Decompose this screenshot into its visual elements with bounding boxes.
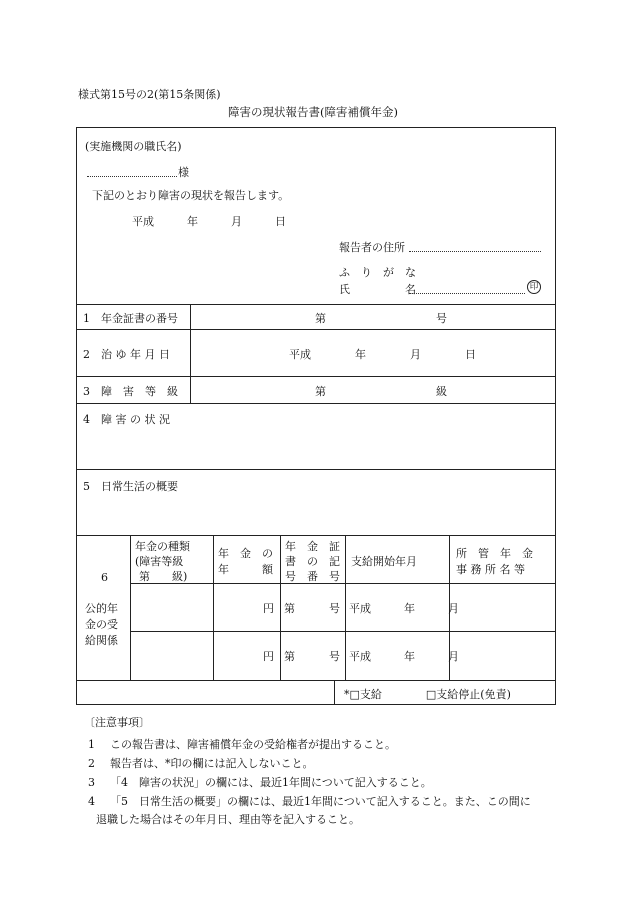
- header-cert-3: 号 番 号: [285, 570, 340, 583]
- reporter-address-line[interactable]: [409, 251, 541, 252]
- header-type-1: 年金の種類: [135, 540, 190, 553]
- pension-section-label-3: 給関係: [85, 634, 118, 647]
- note-item: [88, 736, 396, 752]
- form-title: 障害の現状報告書(障害補償年金): [228, 105, 398, 119]
- report-date[interactable]: 平成 年 月 日: [132, 215, 286, 228]
- pension-row1-dai: 第: [284, 602, 295, 615]
- pension-section-label-1: 公的年: [85, 602, 118, 615]
- seal-mark: 印: [527, 280, 541, 294]
- agency-label: (実施機関の職氏名): [85, 140, 182, 153]
- header-amount-1: 年 金 の: [218, 547, 273, 560]
- note-text: この報告書は、障害補償年金の受給権者が提出すること。: [110, 738, 396, 751]
- statement: 下記のとおり障害の現状を報告します。: [92, 189, 290, 202]
- pension-section-number: 6: [101, 571, 108, 584]
- pension-row2-date[interactable]: 平成 年 月: [349, 650, 459, 663]
- row-daily-life-label: 5 日常生活の概要: [83, 480, 178, 493]
- pension-row1-yen: 円: [263, 602, 274, 615]
- pension-section-label-2: 金の受: [85, 618, 118, 631]
- name-label: 氏 名: [339, 283, 416, 296]
- header-type-3: 第 級): [139, 570, 188, 583]
- pension-row1-go: 号: [329, 602, 340, 615]
- note-continuation: 退職した場合はその年月日、理由等を記入すること。: [96, 813, 360, 826]
- row-cert-number-label: 1 年金証書の番号: [83, 312, 178, 325]
- header-office-1: 所 管 年 金: [456, 547, 533, 560]
- header-start: 支給開始年月: [351, 555, 417, 568]
- row-disability-status-label: 4 障 害 の 状 況: [83, 413, 170, 426]
- note-number: 3: [88, 776, 95, 789]
- pension-row1-date[interactable]: 平成 年 月: [349, 602, 459, 615]
- payment-status-options[interactable]: *□支給 □支給停止(免責): [344, 688, 511, 701]
- header-office-2: 事 務 所 名 等: [456, 563, 525, 576]
- note-text: 「5 日常生活の概要」の欄には、最近1年間について記入すること。また、この間に: [110, 795, 531, 808]
- pension-row2-yen: 円: [263, 650, 274, 663]
- report-form-frame: [76, 127, 556, 705]
- note-text: 報告者は、*印の欄には記入しないこと。: [110, 757, 314, 770]
- row-cure-date-label: 2 治 ゆ 年 月 日: [83, 348, 170, 361]
- note-item: [88, 774, 432, 790]
- header-amount-2: 年 額: [218, 563, 273, 576]
- reporter-name-line[interactable]: [409, 293, 525, 294]
- disability-grade-field[interactable]: 第 級: [315, 385, 447, 398]
- note-number: 1: [88, 738, 95, 751]
- reporter-address-label: 報告者の住所: [339, 241, 405, 254]
- form-number: 様式第15号の2(第15条関係): [78, 88, 221, 101]
- note-text: 「4 障害の状況」の欄には、最近1年間について記入すること。: [110, 776, 432, 789]
- furigana-label: ふ り が な: [339, 266, 416, 279]
- note-number: 2: [88, 757, 95, 770]
- cert-number-field[interactable]: 第 号: [315, 312, 447, 325]
- note-item: [88, 755, 314, 771]
- cure-date-field[interactable]: 平成 年 月 日: [289, 348, 476, 361]
- notes-title: 〔注意事項〕: [84, 716, 150, 729]
- row-disability-grade-label: 3 障 害 等 級: [83, 385, 178, 398]
- pension-row2-go: 号: [329, 650, 340, 663]
- note-item: [88, 793, 531, 809]
- header-cert-2: 書 の 記: [285, 555, 340, 568]
- header-type-2: (障害等級: [135, 555, 184, 568]
- pension-row2-dai: 第: [284, 650, 295, 663]
- note-number: 4: [88, 795, 95, 808]
- agency-name-line[interactable]: [87, 176, 177, 177]
- honorific: 様: [178, 166, 189, 179]
- header-cert-1: 年 金 証: [285, 540, 340, 553]
